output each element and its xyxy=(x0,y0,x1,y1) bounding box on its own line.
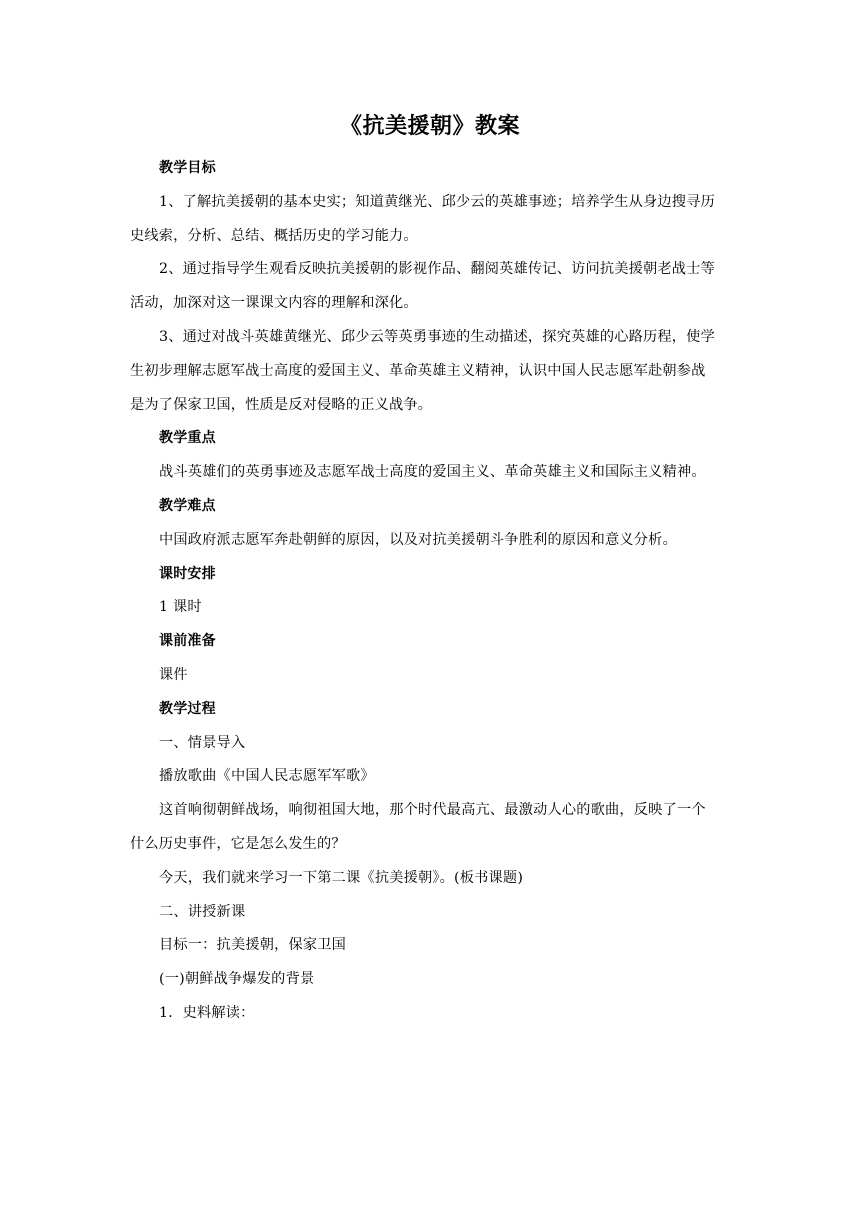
paragraph-line: 1、了解抗美援朝的基本史实；知道黄继光、邱少云的英雄事迹；培养学生从身边搜寻历 xyxy=(159,193,715,210)
paragraph-line: 活动，加深对这一课课文内容的理解和深化。 xyxy=(130,295,418,312)
paragraph-line: 二、讲授新课 xyxy=(159,903,246,920)
paragraph-line: 这首响彻朝鲜战场，响彻祖国大地，那个时代最高亢、最激动人心的歌曲，反映了一个 xyxy=(159,802,706,819)
paragraph-line: 是为了保家卫国，性质是反对侵略的正义战争。 xyxy=(130,396,433,413)
paragraph-line: 1．史料解读： xyxy=(159,1004,255,1021)
paragraph-line: 3、通过对战斗英雄黄继光、邱少云等英勇事迹的生动描述，探究英雄的心路历程，使学 xyxy=(159,328,715,345)
section-heading: 课前准备 xyxy=(159,633,216,650)
paragraph-line: 1 课时 xyxy=(159,599,202,616)
paragraph-line: 中国政府派志愿军奔赴朝鲜的原因，以及对抗美援朝斗争胜利的原因和意义分析。 xyxy=(159,531,677,548)
paragraph-line: 目标一：抗美援朝，保家卫国 xyxy=(159,937,347,954)
paragraph-line: 播放歌曲《中国人民志愿军军歌》 xyxy=(159,768,375,785)
section-heading: 教学目标 xyxy=(159,160,216,176)
paragraph-line: 一、情景导入 xyxy=(159,734,246,751)
document-body xyxy=(126,152,740,1031)
paragraph-line: 今天，我们就来学习一下第二课《抗美援朝》。(板书课题) xyxy=(159,869,524,886)
paragraph-line: 生初步理解志愿军战士高度的爱国主义、革命英雄主义精神，认识中国人民志愿军赴朝参战 xyxy=(130,362,706,379)
document-title: 《抗美援朝》教案 xyxy=(339,114,520,139)
paragraph-line: 史线索，分析、总结、概括历史的学习能力。 xyxy=(130,227,418,244)
section-heading: 教学难点 xyxy=(159,497,216,514)
section-heading: 课时安排 xyxy=(159,565,216,582)
paragraph-line: 课件 xyxy=(159,666,188,683)
paragraph-line: (一)朝鲜战争爆发的背景 xyxy=(159,971,315,988)
section-heading: 教学重点 xyxy=(159,430,216,447)
paragraph-line: 什么历史事件，它是怎么发生的？ xyxy=(130,835,346,852)
section-heading: 教学过程 xyxy=(159,700,216,717)
paragraph-line: 战斗英雄们的英勇事迹及志愿军战士高度的爱国主义、革命英雄主义和国际主义精神。 xyxy=(159,464,706,481)
paragraph-line: 2、通过指导学生观看反映抗美援朝的影视作品、翻阅英雄传记、访问抗美援朝老战士等 xyxy=(159,261,715,278)
